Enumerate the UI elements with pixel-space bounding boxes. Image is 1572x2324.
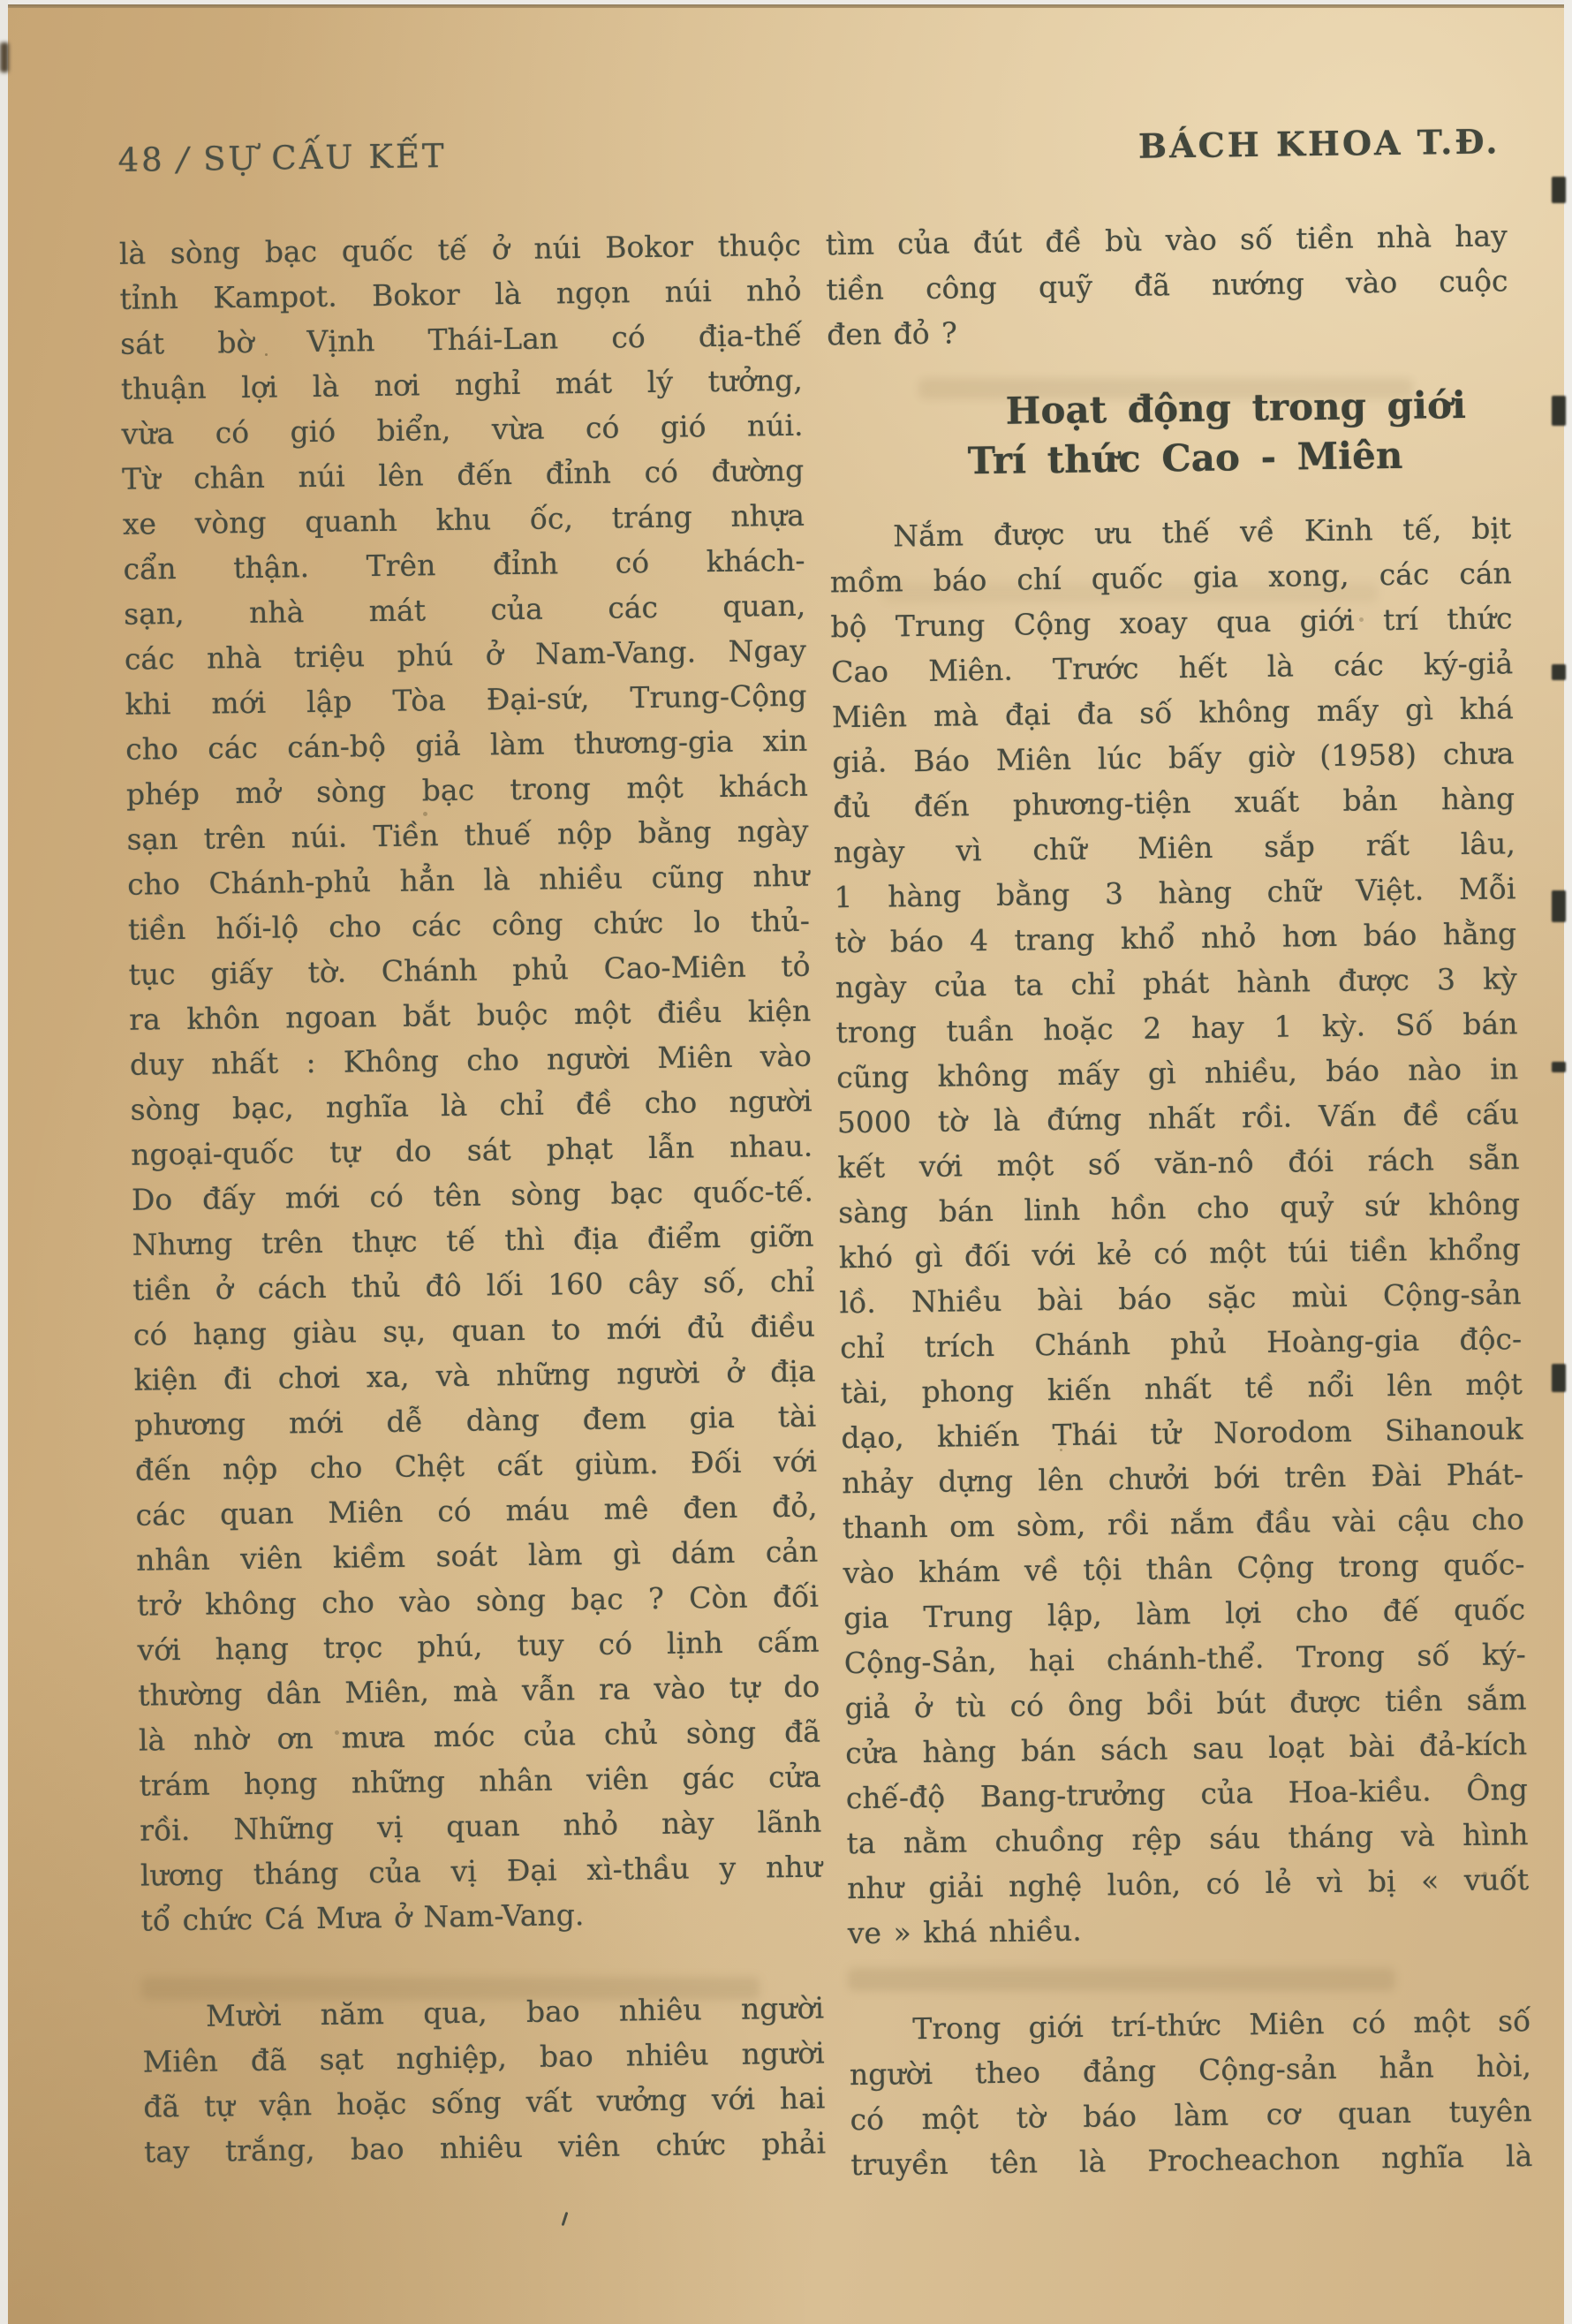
paragraph <box>829 505 1530 1956</box>
text-line: Miên mà đại đa số không mấy gì khá <box>831 691 1515 735</box>
text-line: như giải nghệ luôn, có lẻ vì bị « vuốt <box>846 1862 1530 1906</box>
scan-artifact-dash <box>1552 1364 1566 1392</box>
text-line: tổ chức Cá Mưa ở Nam-Vang. <box>140 1897 585 1938</box>
text-line: sát bờ Vịnh Thái-Lan có địa-thế <box>120 317 803 361</box>
text-line: sạn trên núi. Tiền thuế nộp bằng ngày <box>126 813 809 857</box>
text-line: đủ đến phương-tiện xuất bản hàng <box>832 781 1515 825</box>
text-line: truyền tên là Procheachon nghĩa là <box>850 2139 1533 2183</box>
scan-edge-left <box>0 0 8 2324</box>
text-line: 1 hàng bằng 3 hàng chữ Việt. Mỗi <box>834 871 1516 915</box>
text-line: cũng không mấy gì nhiều, báo nào in <box>835 1051 1519 1095</box>
scan-artifact-dash <box>1552 177 1566 203</box>
text-line: tay trắng, bao nhiêu viên chức phải <box>143 2125 827 2169</box>
scan-edge-shadow <box>8 4 1572 8</box>
text-line: phép mở sòng bạc trong một khách <box>125 768 809 812</box>
text-line: ngoại-quốc tự do sát phạt lẫn nhau. <box>131 1128 813 1172</box>
text-line: người theo đảng Cộng-sản hẳn hòi, <box>849 2048 1532 2093</box>
text-line: Miên đã sạt nghiệp, bao nhiêu người <box>142 2035 825 2079</box>
text-line: lồ. Nhiều bài báo sặc mùi Cộng-sản <box>839 1276 1522 1321</box>
text-line: 5000 tờ là đứng nhất rồi. Vấn đề cấu <box>836 1096 1520 1140</box>
scan-edge-right <box>1564 0 1572 2324</box>
section-title: SỰ CẤU KẾT <box>202 136 447 178</box>
text-line: ra khôn ngoan bắt buộc một điều kiện <box>129 993 812 1037</box>
text-line: với hạng trọc phú, tuy có lịnh cấm <box>137 1624 820 1668</box>
text-line: thuận lợi là nơi nghỉ mát lý tưởng, <box>120 362 804 406</box>
text-line: là nhờ ơn mưa móc của chủ sòng đã <box>138 1714 821 1758</box>
text-line: Mười năm qua, bao nhiêu người <box>205 1990 825 2033</box>
separator-slash: / <box>177 140 192 178</box>
text-line: Cộng-Sản, hại chánh-thể. Trong số ký- <box>843 1637 1527 1681</box>
text-line: đến nộp cho Chệt cất giùm. Đối với <box>134 1443 818 1488</box>
text-line: có một tờ báo làm cơ quan tuyên <box>850 2093 1532 2138</box>
text-line: duy nhất : Không cho người Miên vào <box>129 1038 812 1082</box>
text-line: rồi. Những vị quan nhỏ này lãnh <box>140 1804 822 1848</box>
text-columns <box>119 213 1533 2196</box>
text-line: sạn, nhà mát của các quan, <box>124 587 806 632</box>
text-line: trong tuần hoặc 2 hay 1 kỳ. Số bán <box>835 1006 1518 1050</box>
text-line: Từ chân núi lên đến đỉnh có đường <box>122 452 805 496</box>
text-line: sòng bạc, nghĩa là chỉ đề cho người <box>130 1083 812 1127</box>
text-line: thanh om sòm, rồi nắm đầu vài cậu cho <box>842 1502 1525 1546</box>
text-line: kết với một số văn-nô đói rách sẵn <box>837 1141 1520 1185</box>
paragraph <box>826 213 1509 357</box>
text-line: ngày của ta chỉ phát hành được 3 kỳ <box>835 961 1518 1005</box>
text-line: đen đỏ ? <box>826 315 958 352</box>
scan-artifact-dash <box>1552 1062 1566 1072</box>
text-line: có hạng giàu sụ, quan to mới đủ điều <box>132 1308 816 1352</box>
text-line: tiền công quỹ đã nướng vào cuộc <box>826 263 1508 307</box>
running-title-left <box>117 137 447 179</box>
text-line: xe vòng quanh khu ốc, tráng nhựa <box>122 497 805 541</box>
text-line: là sòng bạc quốc tế ở núi Bokor thuộc <box>118 227 802 271</box>
page-header <box>117 121 1500 178</box>
column-right <box>826 213 1533 2187</box>
paragraph <box>142 1986 827 2175</box>
text-line: ve » khá nhiều. <box>847 1912 1082 1951</box>
text-line: cẩn thận. Trên đỉnh có khách- <box>123 542 805 587</box>
text-line: giả. Báo Miên lúc bấy giờ (1958) chưa <box>832 736 1515 780</box>
text-line: Cao Miên. Trước hết là các ký-giả <box>830 646 1514 690</box>
text-line: tỉnh Kampot. Bokor là ngọn núi nhỏ <box>119 272 802 316</box>
text-line: kiện đi chơi xa, và những người ở địa <box>133 1353 816 1397</box>
paragraph <box>119 223 823 1943</box>
text-line: các nhà triệu phú ở Nam-Vang. Ngay <box>124 632 807 677</box>
text-line: ngày vì chữ Miên sắp rất lâu, <box>833 826 1516 870</box>
text-line: ta nằm chuồng rệp sáu tháng và hình <box>846 1817 1529 1861</box>
text-line: các quan Miên có máu mê đen đỏ, <box>135 1488 818 1533</box>
text-line: Trong giới trí-thức Miên có một số <box>912 2003 1531 2047</box>
text-line: tiền hối-lộ cho các công chức lo thủ- <box>127 903 811 947</box>
text-line: cửa hàng bán sách sau loạt bài đả-kích <box>844 1727 1528 1771</box>
text-line: tiền ở cách thủ đô lối 160 cây số, chỉ <box>132 1263 815 1307</box>
text-line: mồm báo chí quốc gia xong, các cán <box>829 556 1513 600</box>
text-line: cho các cán-bộ giả làm thương-gia xin <box>125 723 808 767</box>
text-line: khó gì đối với kẻ có một túi tiền khổng <box>838 1231 1522 1276</box>
section-heading <box>828 380 1510 488</box>
text-line: tờ báo 4 trang khổ nhỏ hơn báo hằng <box>834 916 1517 960</box>
text-line: gia Trung lập, làm lợi cho đế quốc <box>843 1592 1526 1636</box>
text-line: sàng bán linh hồn cho quỷ sứ không <box>837 1186 1521 1230</box>
text-line: Do đấy mới có tên sòng bạc quốc-tế. <box>131 1173 814 1217</box>
text-line: chế-độ Bang-trưởng của Hoa-kiều. Ông <box>845 1772 1529 1816</box>
page-number: 48 <box>117 140 165 179</box>
text-line: cho Chánh-phủ hẳn là nhiều cũng như <box>127 858 810 902</box>
scan-artifact-dash <box>1552 396 1566 426</box>
column-left <box>119 223 827 2197</box>
scan-artifact-dash <box>1552 664 1566 680</box>
text-line: dạo, khiến Thái tử Norodom Sihanouk <box>841 1412 1523 1456</box>
text-line: tài, phong kiến nhất tề nổi lên một <box>840 1366 1523 1411</box>
text-line: lương tháng của vị Đại xì-thầu y như <box>140 1849 823 1893</box>
text-line: nhảy dựng lên chưởi bới trên Đài Phát- <box>841 1457 1524 1501</box>
text-line: vào khám về tội thân Cộng trong quốc- <box>843 1547 1525 1591</box>
text-line: khi mới lập Tòa Đại-sứ, Trung-Cộng <box>125 678 807 722</box>
text-line: bộ Trung Cộng xoay qua giới trí thức <box>830 601 1513 645</box>
scan-artifact-dash <box>1552 890 1566 922</box>
text-line: tục giấy tờ. Chánh phủ Cao-Miên tỏ <box>128 948 811 992</box>
paragraph <box>849 1998 1533 2187</box>
text-line: Nắm được ưu thế về Kinh tế, bịt <box>892 511 1512 554</box>
text-line: trám họng những nhân viên gác cửa <box>139 1759 821 1803</box>
text-line: nhân viên kiềm soát làm gì dám cản <box>136 1533 819 1578</box>
text-line: thường dân Miên, mà vẫn ra vào tự do <box>138 1669 820 1713</box>
text-line: phương mới dễ dàng đem gia tài <box>134 1398 817 1442</box>
section-heading-line: Hoạt động trong giới <box>1005 382 1467 433</box>
text-line: Nhưng trên thực tế thì địa điểm giỡn <box>132 1218 814 1262</box>
text-line: tìm của đút đề bù vào số tiền nhà hay <box>825 218 1508 262</box>
text-line: vừa có gió biển, vừa có gió núi. <box>121 407 804 451</box>
text-line: đã tự vận hoặc sống vất vưởng với hai <box>143 2080 826 2124</box>
publication-name: BÁCH KHOA T.Đ. <box>1137 121 1500 166</box>
text-line: chỉ trích Chánh phủ Hoàng-gia độc- <box>839 1321 1523 1366</box>
text-line: giả ở tù có ông bồi bút được tiền sắm <box>844 1682 1527 1726</box>
section-heading-line: Trí thức Cao - Miên <box>967 433 1403 483</box>
text-line: trở không cho vào sòng bạc ? Còn đối <box>136 1578 820 1623</box>
scan-edge-smudge <box>0 42 9 72</box>
